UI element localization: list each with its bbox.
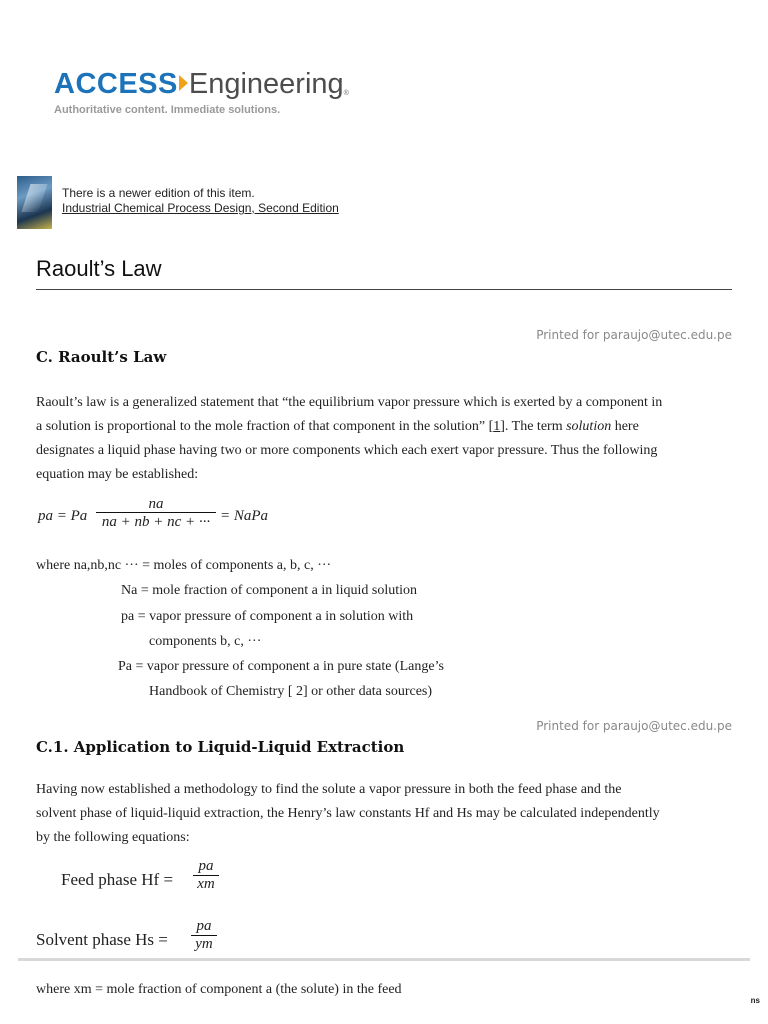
definition-row: components b, c, ··· [149,634,262,649]
equation-lhs: pa = Pa [38,508,88,524]
footer-divider [18,958,750,961]
feed-phase-fraction: pa xm [193,858,219,893]
access-engineering-logo[interactable] [54,66,349,121]
printed-for-label: Printed for paraujo@utec.edu.pe [536,719,732,733]
logo-access-text: ACCESS [54,68,178,100]
book-cover-thumbnail[interactable] [17,176,52,229]
corner-label: ns [750,996,760,1005]
definition-row: pa = vapor pressure of component a in solution with [121,609,414,624]
definition-row: Na = mole fraction of component a in liquid solution [121,583,418,598]
equation-denominator: na + nb + nc + ··· [101,514,211,530]
logo-registered-mark: ® [343,90,349,97]
equation-rhs: = NaPa [220,508,269,524]
logo-tagline: Authoritative content. Immediate solutions. [54,104,281,116]
newer-edition-text: There is a newer edition of this item. [62,186,255,200]
printed-for-label: Printed for paraujo@utec.edu.pe [536,328,732,342]
solvent-phase-label: Solvent phase Hs = [36,930,168,949]
logo-arrow-icon [179,75,188,91]
solvent-phase-fraction: pa ym [191,918,217,953]
fraction-bar [96,512,216,513]
definition-row: Pa = vapor pressure of component a in pure state (Lange’s [118,659,444,674]
logo-engineering-text: Engineering [188,68,344,100]
section-c1-paragraph: Having now established a methodology to find the solute a vapor pressure in both the feed phase and the solvent phase of liquid-liquid extraction, the Henry’s law constants Hf and Hs may be calculated independently by the following equations: [36,782,660,845]
newer-edition-notice [62,186,339,216]
section-heading-c1: C.1. Application to Liquid-Liquid Extraction [36,738,405,756]
last-definition: where xm = mole fraction of component a (the solute) in the feed [36,982,402,997]
page-title: Raoult’s Law [36,256,162,281]
equation-numerator: na [148,496,164,512]
reference-link-1[interactable]: 1 [493,419,501,434]
definition-row: Handbook of Chemistry [ 2] or other data sources) [149,684,433,699]
title-divider [36,289,732,290]
feed-phase-label: Feed phase Hf = [61,870,174,889]
newer-edition-link[interactable]: Industrial Chemical Process Design, Second Edition [62,201,339,215]
section-c-paragraph: Raoult’s law is a generalized statement that “the equilibrium vapor pressure which is exerted by a component in a solution is proportional to the mole fraction of that component in the solution” [1]. The term solution here designates a liquid phase having two or more components which each exert vapor pressure. Thus the following equation may be established: [36,395,663,482]
section-heading-c: C. Raoult’s Law [36,348,167,366]
definition-row: where na,nb,nc ··· = moles of components a, b, c, ··· [36,558,332,573]
